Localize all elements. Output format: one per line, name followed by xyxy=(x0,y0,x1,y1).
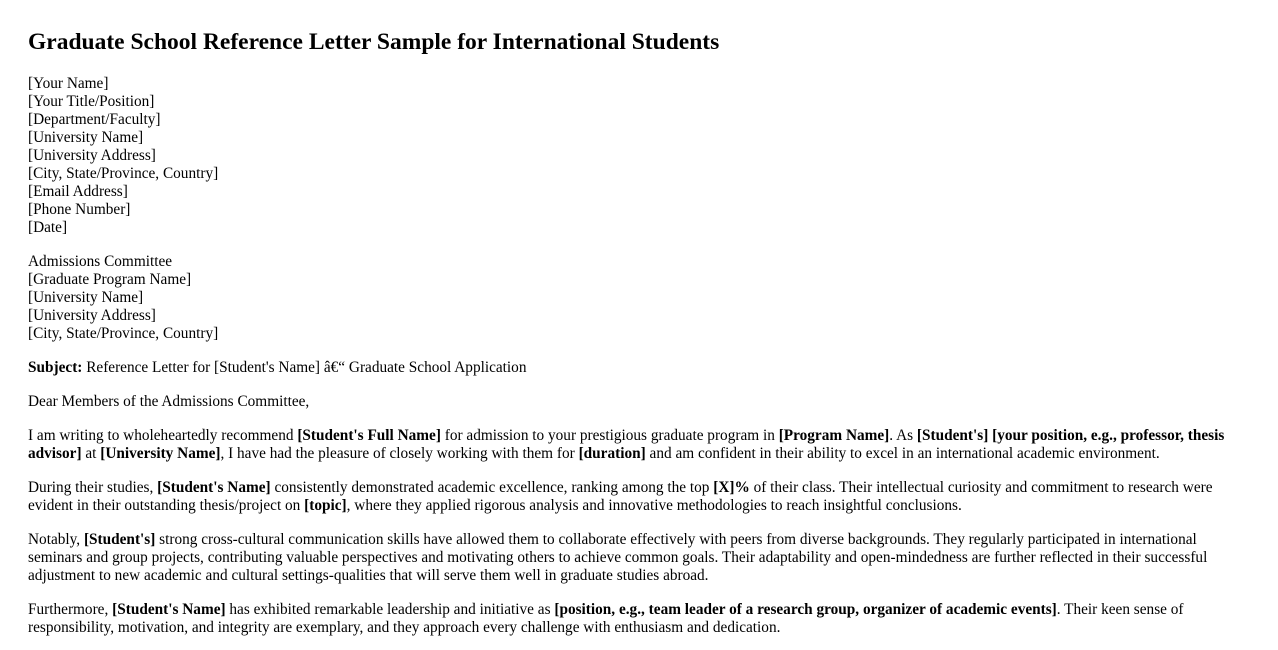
text-run: During their studies, xyxy=(28,479,158,496)
placeholder-bold: [Program Name] xyxy=(778,427,890,444)
sender-line: [University Name] xyxy=(28,129,144,146)
body-paragraph-4 xyxy=(28,601,1250,637)
subject-label: Subject: xyxy=(28,359,83,376)
recipient-address-block xyxy=(28,253,1250,343)
body-paragraph-3 xyxy=(28,531,1250,585)
recipient-line: Admissions Committee xyxy=(28,253,173,270)
placeholder-bold: [duration] xyxy=(578,445,646,462)
text-run: for admission to your prestigious graduate program in xyxy=(440,427,779,444)
sender-line: [University Address] xyxy=(28,147,156,164)
text-run: I am writing to wholeheartedly recommend xyxy=(28,427,298,444)
placeholder-bold: [Student's] xyxy=(83,531,156,548)
page-title: Graduate School Reference Letter Sample for International Students xyxy=(28,29,720,55)
text-run: , where they applied rigorous analysis and innovative methodologies to reach insightful conclusions. xyxy=(346,497,962,514)
salutation: Dear Members of the Admissions Committee, xyxy=(28,393,310,410)
subject-line xyxy=(28,359,1250,377)
text-run: , I have had the pleasure of closely working with them for xyxy=(220,445,579,462)
sender-line: [Phone Number] xyxy=(28,201,131,218)
text-run: and am confident in their ability to excel in an international academic environment. xyxy=(645,445,1160,462)
recipient-line: [Graduate Program Name] xyxy=(28,271,192,288)
sender-line: [Email Address] xyxy=(28,183,128,200)
sender-line: [Department/Faculty] xyxy=(28,111,161,128)
placeholder-bold: [Student's Name] xyxy=(157,479,271,496)
text-run: consistently demonstrated academic excellence, ranking among the top xyxy=(270,479,714,496)
sender-address-block xyxy=(28,75,1250,237)
text-run: at xyxy=(81,445,101,462)
placeholder-bold: [topic] xyxy=(304,497,347,514)
text-run: of their class. Their intellectual curiosity and commitment to research were evident in their outstanding thesis/project on xyxy=(28,479,1213,514)
sender-line: [Your Title/Position] xyxy=(28,93,155,110)
placeholder-bold: [University Name] xyxy=(100,445,221,462)
placeholder-bold: [Student's Name] xyxy=(112,601,226,618)
recipient-line: [University Address] xyxy=(28,307,156,324)
placeholder-bold: [your position, e.g., professor, thesis advisor] xyxy=(28,427,1225,462)
text-run: Furthermore, xyxy=(28,601,113,618)
sender-line: [City, State/Province, Country] xyxy=(28,165,219,182)
text-run: has exhibited remarkable leadership and initiative as xyxy=(225,601,555,618)
placeholder-bold: [Student's Full Name] xyxy=(297,427,441,444)
text-run: . As xyxy=(889,427,917,444)
subject-text: Reference Letter for [Student's Name] â€“ Graduate School Application xyxy=(82,359,527,376)
recipient-line: [City, State/Province, Country] xyxy=(28,325,219,342)
text-run: . Their keen sense of responsibility, motivation, and integrity are exemplary, and they approach every challenge with enthusiasm and dedication. xyxy=(28,601,1184,636)
sender-line: [Your Name] xyxy=(28,75,109,92)
text-run: Notably, xyxy=(28,531,84,548)
recipient-line: [University Name] xyxy=(28,289,144,306)
text-run: strong cross-cultural communication skills have allowed them to collaborate effectively with peers from diverse backgrounds. They regularly participated in international seminars and group projects, contributing valuable perspectives and motivating others to achieve common goals. Their adaptability and open-mindedness are further reflected in their successful adjustment to new academic and cultural settings-qualities that will serve them well in graduate studies abroad. xyxy=(28,531,1208,584)
body-paragraph-1 xyxy=(28,427,1250,463)
placeholder-bold: [Student's] xyxy=(916,427,989,444)
placeholder-bold: [X]% xyxy=(713,479,750,496)
body-paragraph-2 xyxy=(28,479,1250,515)
sender-line: [Date] xyxy=(28,219,68,236)
placeholder-bold: [position, e.g., team leader of a research group, organizer of academic events] xyxy=(554,601,1057,618)
